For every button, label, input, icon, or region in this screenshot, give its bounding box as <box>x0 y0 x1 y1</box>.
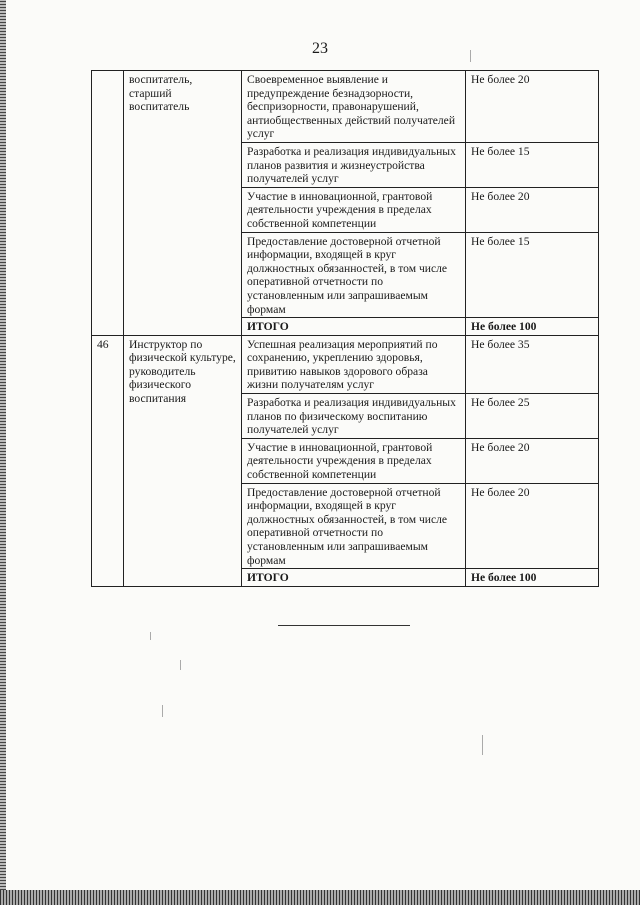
total-label: ИТОГО <box>242 318 466 336</box>
criterion-cell: Предоставление достоверной отчетной информации, входящей в круг должностных обязанностей, в том числе оперативной отчетности по установленным или запрашиваемым формам <box>242 483 466 569</box>
points-cell: Не более 20 <box>466 71 599 143</box>
scan-speck <box>162 705 163 717</box>
table-row <box>92 71 599 143</box>
criteria-table <box>91 70 599 587</box>
points-cell: Не более 20 <box>466 483 599 569</box>
scan-edge-bottom <box>0 890 640 905</box>
scan-speck <box>150 632 151 640</box>
scan-speck <box>180 660 181 670</box>
total-value: Не более 100 <box>466 569 599 587</box>
position-cell: воспитатель, старший воспитатель <box>124 71 242 336</box>
criterion-cell: Разработка и реализация индивидуальных планов развития и жизнеустройства получателей услуг <box>242 142 466 187</box>
points-cell: Не более 25 <box>466 394 599 439</box>
criterion-cell: Своевременное выявление и предупреждение безнадзорности, беспризорности, правонарушений, антиобщественных действий получателей услуг <box>242 71 466 143</box>
page-number: 23 <box>312 40 328 57</box>
total-value: Не более 100 <box>466 318 599 336</box>
row-number-cell <box>92 71 124 336</box>
criterion-cell: Участие в инновационной, грантовой деятельности учреждения в пределах собственной компетенции <box>242 438 466 483</box>
criterion-cell: Участие в инновационной, грантовой деятельности учреждения в пределах собственной компетенции <box>242 187 466 232</box>
points-cell: Не более 15 <box>466 142 599 187</box>
scan-edge-left <box>0 0 6 905</box>
criterion-cell: Успешная реализация мероприятий по сохранению, укреплению здоровья, привитию навыков здорового образа жизни получателям услуг <box>242 335 466 393</box>
scan-speck <box>470 50 471 62</box>
closing-rule <box>278 625 410 626</box>
table-row <box>92 335 599 393</box>
points-cell: Не более 15 <box>466 232 599 318</box>
criterion-cell: Предоставление достоверной отчетной информации, входящей в круг должностных обязанностей, в том числе оперативной отчетности по установленным или запрашиваемым формам <box>242 232 466 318</box>
scan-speck <box>482 735 483 755</box>
points-cell: Не более 35 <box>466 335 599 393</box>
criterion-cell: Разработка и реализация индивидуальных планов по физическому воспитанию получателей услуг <box>242 394 466 439</box>
points-cell: Не более 20 <box>466 187 599 232</box>
row-number-cell: 46 <box>92 335 124 586</box>
position-cell: Инструктор по физической культуре, руководитель физического воспитания <box>124 335 242 586</box>
points-cell: Не более 20 <box>466 438 599 483</box>
total-label: ИТОГО <box>242 569 466 587</box>
